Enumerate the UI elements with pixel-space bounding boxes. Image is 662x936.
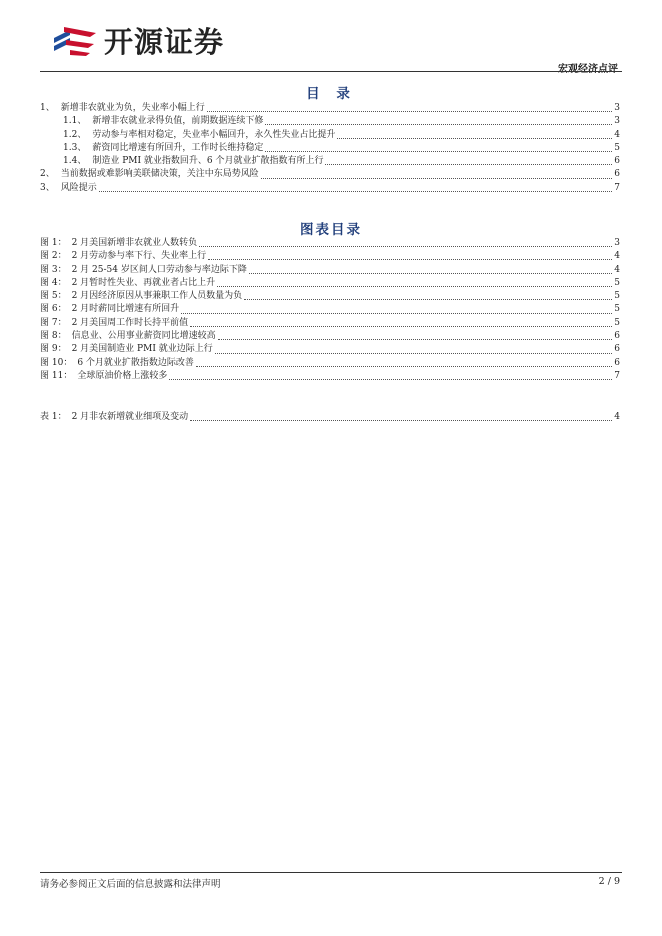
entry-page: 4 (614, 251, 620, 262)
dot-leader (325, 156, 612, 165)
entry-page: 7 (614, 370, 620, 381)
entry-title: 2 月美国新增非农就业人数转负 (71, 238, 198, 248)
entry-title: 制造业 PMI 就业指数回升、6 个月就业扩散指数有所上行 (92, 156, 324, 167)
dot-leader (217, 278, 612, 287)
entry-page: 6 (614, 357, 620, 368)
dot-leader (181, 305, 612, 314)
toc-title: 目 录 (306, 86, 356, 102)
entry-title: 新增非农就业录得负值，前期数据连续下修 (92, 116, 264, 127)
figure-entry[interactable] (40, 290, 620, 303)
toc-entry[interactable] (40, 142, 620, 155)
entry-title: 新增非农就业为负，失业率小幅上行 (60, 103, 205, 113)
toc-entry[interactable] (40, 168, 620, 181)
figure-entry[interactable] (40, 343, 620, 356)
dot-leader (190, 318, 612, 327)
entry-number: 3、 (40, 182, 55, 193)
figure-number: 图 5： (40, 291, 67, 302)
toc-entry[interactable] (40, 129, 620, 142)
figure-entry[interactable] (40, 411, 620, 424)
entry-title: 薪资同比增速有所回升，工作时长维持稳定 (92, 142, 264, 153)
entry-number: 1.3、 (63, 142, 87, 153)
entry-title: 劳动参与率相对稳定，失业率小幅回升，永久性失业占比提升 (92, 129, 336, 140)
entry-title: 全球原油价格上涨较多 (77, 370, 168, 381)
entry-page: 5 (614, 277, 620, 288)
dot-leader (265, 116, 612, 125)
entry-page: 7 (614, 182, 620, 193)
entry-title: 2 月美国周工作时长持平前值 (71, 317, 189, 328)
entry-title: 6 个月就业扩散指数边际改善 (77, 357, 194, 368)
entry-number: 2、 (40, 169, 55, 180)
toc-entry[interactable] (40, 102, 620, 115)
dot-leader (169, 371, 612, 380)
entry-page: 5 (614, 291, 620, 302)
header-divider (40, 71, 622, 72)
figure-number: 图 10： (40, 357, 73, 368)
dot-leader (218, 331, 613, 340)
toc-entry[interactable] (40, 155, 620, 168)
entry-page: 6 (614, 331, 620, 342)
dot-leader (208, 251, 612, 260)
entry-page: 6 (614, 169, 620, 180)
toc-entry[interactable] (40, 182, 620, 195)
entry-page: 4 (614, 412, 620, 422)
figure-entry[interactable] (40, 250, 620, 263)
entry-page: 4 (614, 264, 620, 275)
dot-leader (337, 130, 612, 139)
figure-number: 图 2： (40, 251, 67, 262)
figure-entry[interactable] (40, 237, 620, 250)
dot-leader (99, 183, 613, 192)
figures-list (40, 237, 620, 383)
figure-entry[interactable] (40, 357, 620, 370)
entry-page: 3 (614, 116, 620, 127)
figure-number: 表 1： (40, 412, 67, 422)
footer-divider (40, 872, 622, 873)
figure-number: 图 8： (40, 331, 67, 342)
figure-entry[interactable] (40, 330, 620, 343)
figure-number: 图 7： (40, 317, 67, 328)
figure-number: 图 4： (40, 277, 67, 288)
entry-title: 当前数据或难影响美联储决策，关注中东局势风险 (60, 169, 259, 180)
figure-number: 图 1： (40, 238, 67, 248)
dot-leader (249, 265, 612, 274)
dot-leader (199, 238, 612, 247)
entry-title: 2 月美国制造业 PMI 就业边际上行 (71, 344, 213, 355)
entry-page: 5 (614, 317, 620, 328)
dot-leader (190, 412, 612, 421)
entry-page: 5 (614, 304, 620, 315)
entry-page: 3 (614, 103, 620, 113)
figure-number: 图 11： (40, 370, 73, 381)
entry-page: 6 (614, 156, 620, 167)
figure-entry[interactable] (40, 370, 620, 383)
dot-leader (215, 345, 613, 354)
entry-page: 5 (614, 142, 620, 153)
entry-number: 1、 (40, 103, 55, 113)
entry-number: 1.4、 (63, 156, 87, 167)
dot-leader (261, 170, 613, 179)
logo-mark-icon (52, 24, 98, 56)
entry-number: 1.1、 (63, 116, 87, 127)
entry-title: 2 月时薪同比增速有所回升 (71, 304, 180, 315)
entry-page: 4 (614, 129, 620, 140)
dot-leader (244, 291, 612, 300)
entry-title: 2 月因经济原因从事兼职工作人员数量为负 (71, 291, 243, 302)
figure-number: 图 3： (40, 264, 67, 275)
footer-disclaimer: 请务必参阅正文后面的信息披露和法律声明 (40, 879, 221, 890)
page-number: 2 / 9 (598, 876, 620, 887)
entry-page: 6 (614, 344, 620, 355)
figure-number: 图 9： (40, 344, 67, 355)
figure-entry[interactable] (40, 303, 620, 316)
dot-leader (207, 103, 613, 112)
toc-list (40, 102, 620, 195)
dot-leader (196, 358, 612, 367)
company-logo (52, 22, 224, 58)
tables-list (40, 411, 620, 424)
figure-entry[interactable] (40, 264, 620, 277)
figures-title: 图表目录 (300, 222, 362, 238)
figure-number: 图 6： (40, 304, 67, 315)
entry-title: 2 月暂时性失业、再就业者占比上升 (71, 277, 216, 288)
company-name: 开源证券 (104, 24, 225, 59)
figure-entry[interactable] (40, 277, 620, 290)
entry-title: 信息业、公用事业薪资同比增速较高 (71, 331, 216, 342)
entry-title: 2 月非农新增就业细项及变动 (71, 412, 189, 422)
entry-title: 2 月劳动参与率下行、失业率上行 (71, 251, 207, 262)
entry-title: 风险提示 (60, 182, 97, 193)
entry-page: 3 (614, 238, 620, 248)
figure-entry[interactable] (40, 317, 620, 330)
entry-title: 2 月 25-54 岁区间人口劳动参与率边际下降 (71, 264, 247, 275)
entry-number: 1.2、 (63, 129, 87, 140)
report-category: 宏观经济点评 (558, 64, 618, 75)
toc-entry[interactable] (40, 115, 620, 128)
dot-leader (265, 143, 612, 152)
